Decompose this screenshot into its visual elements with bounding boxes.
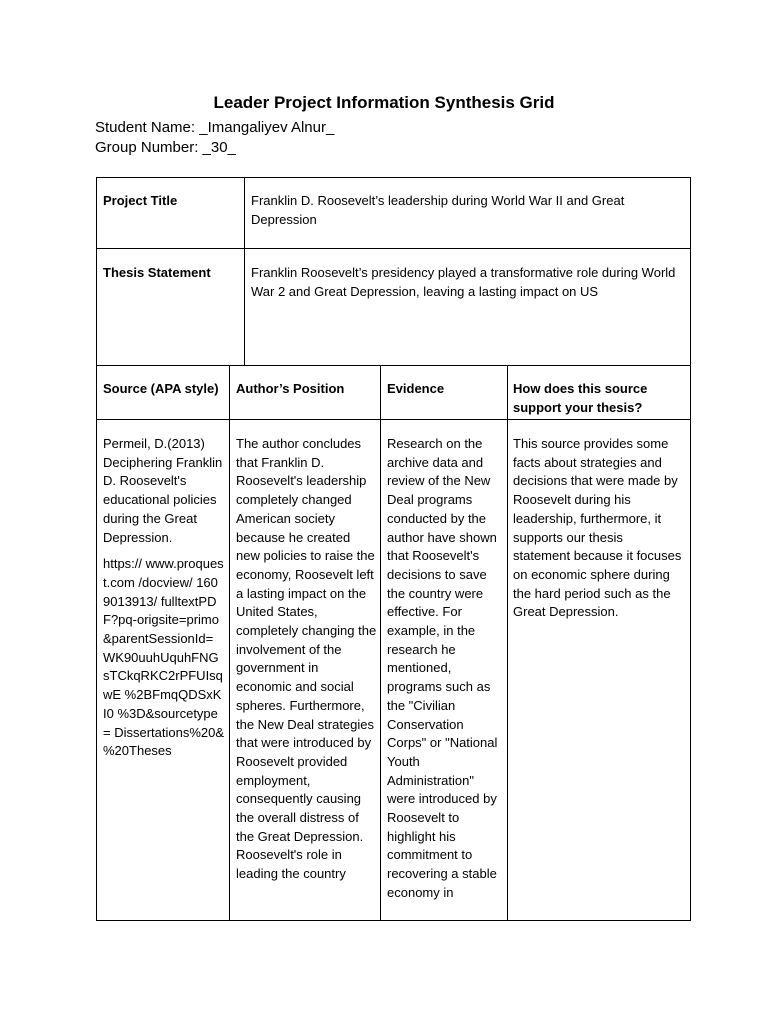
column-divider bbox=[229, 365, 230, 921]
thesis-statement-label: Thesis Statement bbox=[103, 265, 211, 280]
column-header-support: How does this source support your thesis? bbox=[513, 381, 648, 415]
column-header-source: Source (APA style) bbox=[103, 381, 219, 396]
column-divider bbox=[507, 365, 508, 921]
column-header-evidence: Evidence bbox=[387, 381, 445, 396]
document-title: Leader Project Information Synthesis Grid bbox=[213, 93, 555, 112]
student-name: Student Name: _Imangaliyev Alnur_ bbox=[95, 119, 335, 136]
source-cell bbox=[103, 435, 225, 769]
synthesis-grid bbox=[96, 177, 691, 921]
column-divider bbox=[380, 365, 381, 921]
evidence-cell: Research on the archive data and review of the New Deal programs conducted by the author have shown that Roosevelt's decisions to save the country were effective. For example, in the research he mentioned, programs such as the "Civilian Conservation Corps" or "National Youth Administration" were introduced by Roosevelt to highlight his commitment to recovering a stable economy in bbox=[387, 436, 498, 900]
column-divider bbox=[244, 178, 245, 366]
thesis-statement-value: Franklin Roosevelt’s presidency played a transformative role during World War 2 and Great Depression, leaving a lasting impact on US bbox=[251, 265, 676, 299]
author-position-cell: The author concludes that Franklin D. Roosevelt's leadership completely changed American society because he created new policies to raise the economy, Roosevelt left a lasting impact on the United States, completely changing the involvement of the government in economic and social spheres. Furthermore, the New Deal strategies that were introduced by Roosevelt provided employment, consequently causing the overall distress of the Great Depression. Roosevelt's role in leading the country bbox=[236, 436, 377, 882]
support-cell: This source provides some facts about strategies and decisions that were made by Roosevelt during his leadership, furthermore, it supports our thesis statement because it focuses on economic sphere during the hard period such as the Great Depression. bbox=[513, 436, 682, 620]
project-title-label: Project Title bbox=[103, 193, 178, 208]
group-number: Group Number: _30_ bbox=[95, 139, 236, 156]
source-citation: Permeil, D.(2013) Deciphering Franklin D. Roosevelt's educational policies during the Great Depression. bbox=[103, 436, 223, 545]
column-header-position: Author’s Position bbox=[236, 381, 345, 396]
row-divider bbox=[97, 419, 690, 420]
project-title-value: Franklin D. Roosevelt’s leadership during World War II and Great Depression bbox=[251, 193, 625, 227]
source-url: https:// www.proquest.com /docview/ 1609013913/ fulltextPDF?pq-origsite=primo&parentSessionId=WK90uuhUquhFNGsTCkqRKC2rPFUIsqwE %2BFmqQDSxKI0 %3D&sourcetype= Dissertations%20& %20Theses bbox=[103, 556, 225, 759]
row-divider bbox=[97, 248, 690, 249]
row-divider bbox=[97, 365, 690, 366]
